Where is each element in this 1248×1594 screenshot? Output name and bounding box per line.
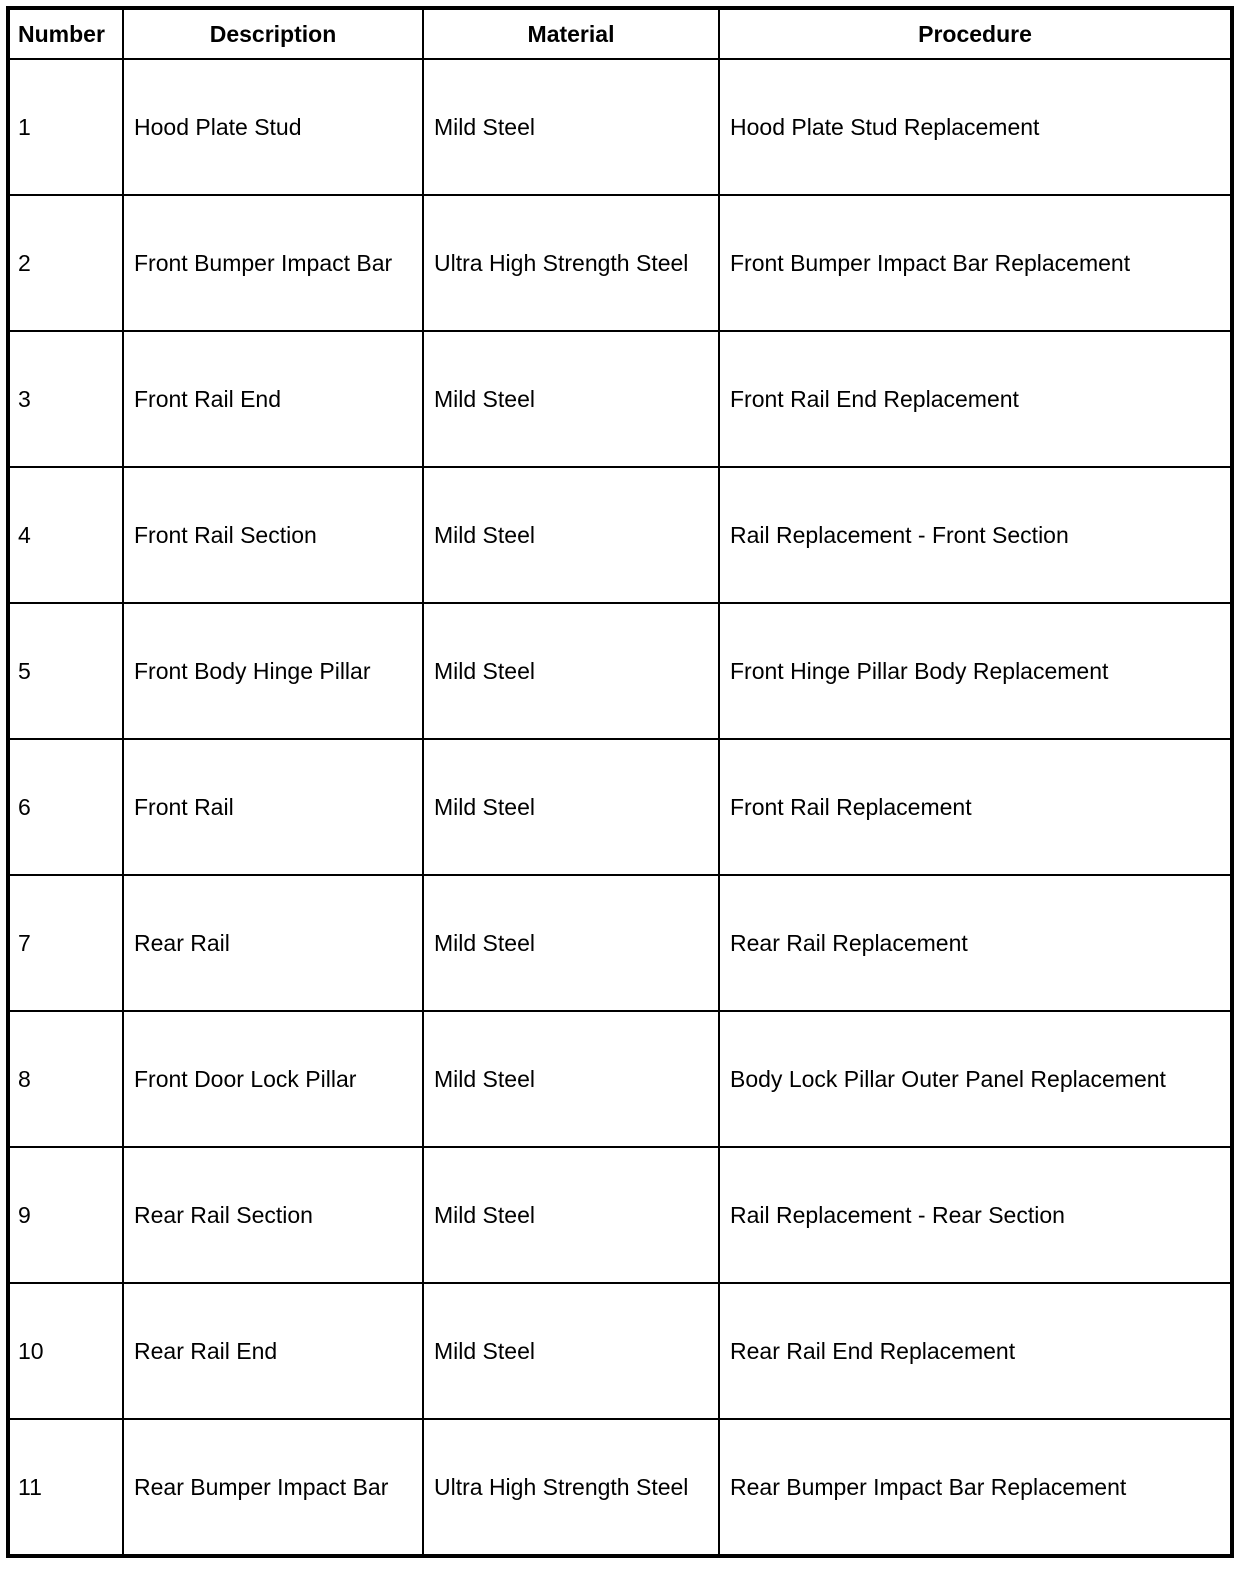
cell-number: 9 bbox=[8, 1147, 123, 1283]
cell-material: Mild Steel bbox=[423, 739, 719, 875]
cell-number: 8 bbox=[8, 1011, 123, 1147]
cell-number: 10 bbox=[8, 1283, 123, 1419]
cell-material: Mild Steel bbox=[423, 59, 719, 195]
cell-number: 11 bbox=[8, 1419, 123, 1556]
cell-description: Front Rail bbox=[123, 739, 423, 875]
cell-procedure: Rear Rail End Replacement bbox=[719, 1283, 1232, 1419]
header-description: Description bbox=[123, 8, 423, 59]
parts-table bbox=[6, 6, 1234, 1558]
cell-description: Hood Plate Stud bbox=[123, 59, 423, 195]
cell-description: Rear Rail bbox=[123, 875, 423, 1011]
cell-description: Front Body Hinge Pillar bbox=[123, 603, 423, 739]
table-row bbox=[8, 331, 1232, 467]
table-row bbox=[8, 195, 1232, 331]
header-number: Number bbox=[8, 8, 123, 59]
table-row bbox=[8, 1283, 1232, 1419]
cell-procedure: Front Rail End Replacement bbox=[719, 331, 1232, 467]
cell-number: 2 bbox=[8, 195, 123, 331]
cell-material: Mild Steel bbox=[423, 875, 719, 1011]
header-material: Material bbox=[423, 8, 719, 59]
table-row bbox=[8, 59, 1232, 195]
cell-material: Mild Steel bbox=[423, 1011, 719, 1147]
cell-material: Mild Steel bbox=[423, 1283, 719, 1419]
cell-description: Front Door Lock Pillar bbox=[123, 1011, 423, 1147]
cell-description: Front Rail End bbox=[123, 331, 423, 467]
cell-procedure: Hood Plate Stud Replacement bbox=[719, 59, 1232, 195]
cell-description: Rear Rail End bbox=[123, 1283, 423, 1419]
cell-number: 3 bbox=[8, 331, 123, 467]
cell-procedure: Rear Bumper Impact Bar Replacement bbox=[719, 1419, 1232, 1556]
cell-material: Mild Steel bbox=[423, 331, 719, 467]
table-row bbox=[8, 739, 1232, 875]
cell-number: 5 bbox=[8, 603, 123, 739]
cell-description: Front Rail Section bbox=[123, 467, 423, 603]
header-procedure: Procedure bbox=[719, 8, 1232, 59]
table-row bbox=[8, 1011, 1232, 1147]
cell-description: Rear Bumper Impact Bar bbox=[123, 1419, 423, 1556]
cell-procedure: Front Rail Replacement bbox=[719, 739, 1232, 875]
table-row bbox=[8, 1419, 1232, 1556]
cell-procedure: Front Bumper Impact Bar Replacement bbox=[719, 195, 1232, 331]
cell-number: 7 bbox=[8, 875, 123, 1011]
cell-procedure: Body Lock Pillar Outer Panel Replacement bbox=[719, 1011, 1232, 1147]
cell-material: Mild Steel bbox=[423, 1147, 719, 1283]
table-row bbox=[8, 875, 1232, 1011]
cell-material: Mild Steel bbox=[423, 467, 719, 603]
table-row bbox=[8, 603, 1232, 739]
cell-procedure: Rail Replacement - Rear Section bbox=[719, 1147, 1232, 1283]
cell-description: Front Bumper Impact Bar bbox=[123, 195, 423, 331]
table-row bbox=[8, 467, 1232, 603]
header-row bbox=[8, 8, 1232, 59]
cell-material: Mild Steel bbox=[423, 603, 719, 739]
cell-material: Ultra High Strength Steel bbox=[423, 195, 719, 331]
table-row bbox=[8, 1147, 1232, 1283]
cell-procedure: Rear Rail Replacement bbox=[719, 875, 1232, 1011]
cell-number: 6 bbox=[8, 739, 123, 875]
cell-number: 4 bbox=[8, 467, 123, 603]
cell-number: 1 bbox=[8, 59, 123, 195]
cell-procedure: Front Hinge Pillar Body Replacement bbox=[719, 603, 1232, 739]
cell-description: Rear Rail Section bbox=[123, 1147, 423, 1283]
cell-procedure: Rail Replacement - Front Section bbox=[719, 467, 1232, 603]
cell-material: Ultra High Strength Steel bbox=[423, 1419, 719, 1556]
